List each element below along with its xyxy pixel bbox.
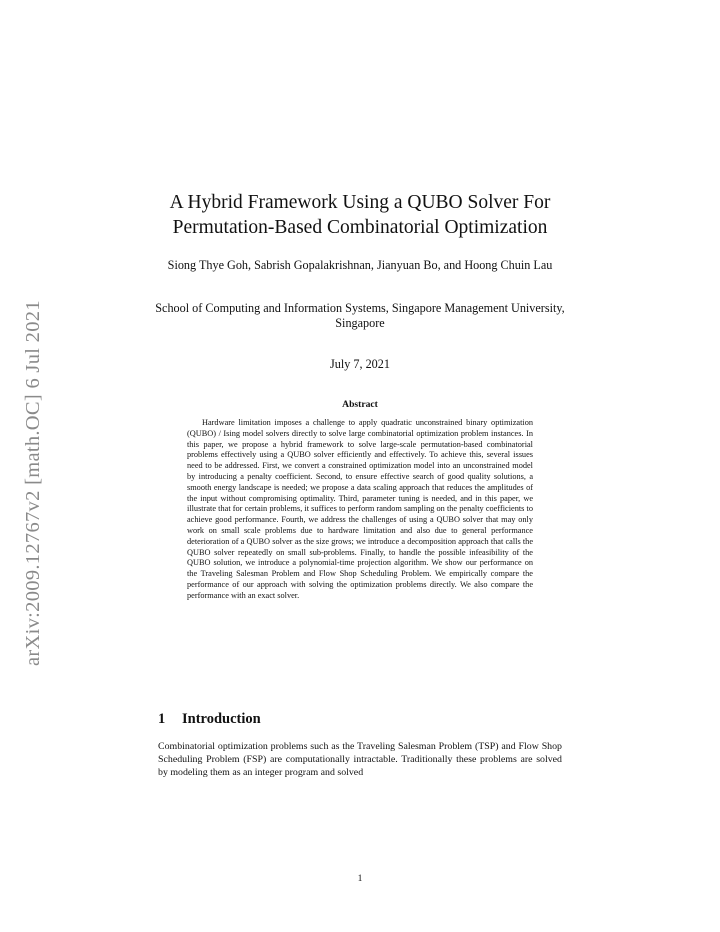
arxiv-identifier-stamp — [22, 246, 50, 666]
paper-authors: Siong Thye Goh, Sabrish Gopalakrishnan, Jianyuan Bo, and Hoong Chuin Lau — [167, 258, 553, 272]
paper-title: A Hybrid Framework Using a QUBO Solver For Permutation-Based Combinatorial Optimization — [169, 192, 551, 238]
abstract-body: Hardware limitation imposes a challenge to apply quadratic unconstrained binary optimization (QUBO) / Ising model solvers directly to solve large combinatorial optimization problem instances. In this paper, we propose a hybrid framework to solve large-scale permutation-based combinatorial problems effectively using a QUBO solver efficiently and effectively. To achieve this, several issues need to be addressed. First, we convert a constrained optimization model into an unconstrained model by introducing a penalty coefficient. Second, to ensure effective search of good quality solutions, a smooth energy landscape is needed; we propose a data scaling approach that reduces the amplitudes of the input without compromising optimality. Third, parameter tuning is needed, and in this paper, we illustrate that for certain problems, it suffices to perform random sampling on the penalty coefficients to achieve good performance. Fourth, we address the challenges of using a QUBO solver that may only work on small scale problems due to hardware limitation and also due to general performance deterioration of a QUBO solver as the size grows; we introduce a decomposition approach that calls the QUBO solver repeatedly on small sub-problems. Finally, to handle the possible infeasibility of the QUBO solution, we introduce a polynomial-time projection algorithm. We show our performance on the Traveling Salesman Problem and Flow Shop Scheduling Problem. We empirically compare the performance of our approach with solving the optimization problems directly. We also compare the performance with an exact solver. — [187, 418, 533, 600]
arxiv-identifier-text: arXiv:2009.12767v2 [math.OC] 6 Jul 2021 — [22, 300, 44, 666]
page-number: 1 — [357, 873, 363, 884]
abstract-heading: Abstract — [342, 399, 378, 410]
introduction-paragraph: Combinatorial optimization problems such as the Traveling Salesman Problem (TSP) and Flow Shop Scheduling Problem (FSP) are computationally intractable. Traditionally these problems are solved by modeling them as an integer program and solved — [158, 741, 562, 779]
section-heading — [158, 711, 261, 728]
paper-affiliation: School of Computing and Information Systems, Singapore Management University, Singapore — [155, 301, 565, 330]
section-title: Introduction — [182, 711, 261, 727]
section-number: 1 — [158, 711, 166, 727]
paper-date: July 7, 2021 — [330, 357, 390, 371]
